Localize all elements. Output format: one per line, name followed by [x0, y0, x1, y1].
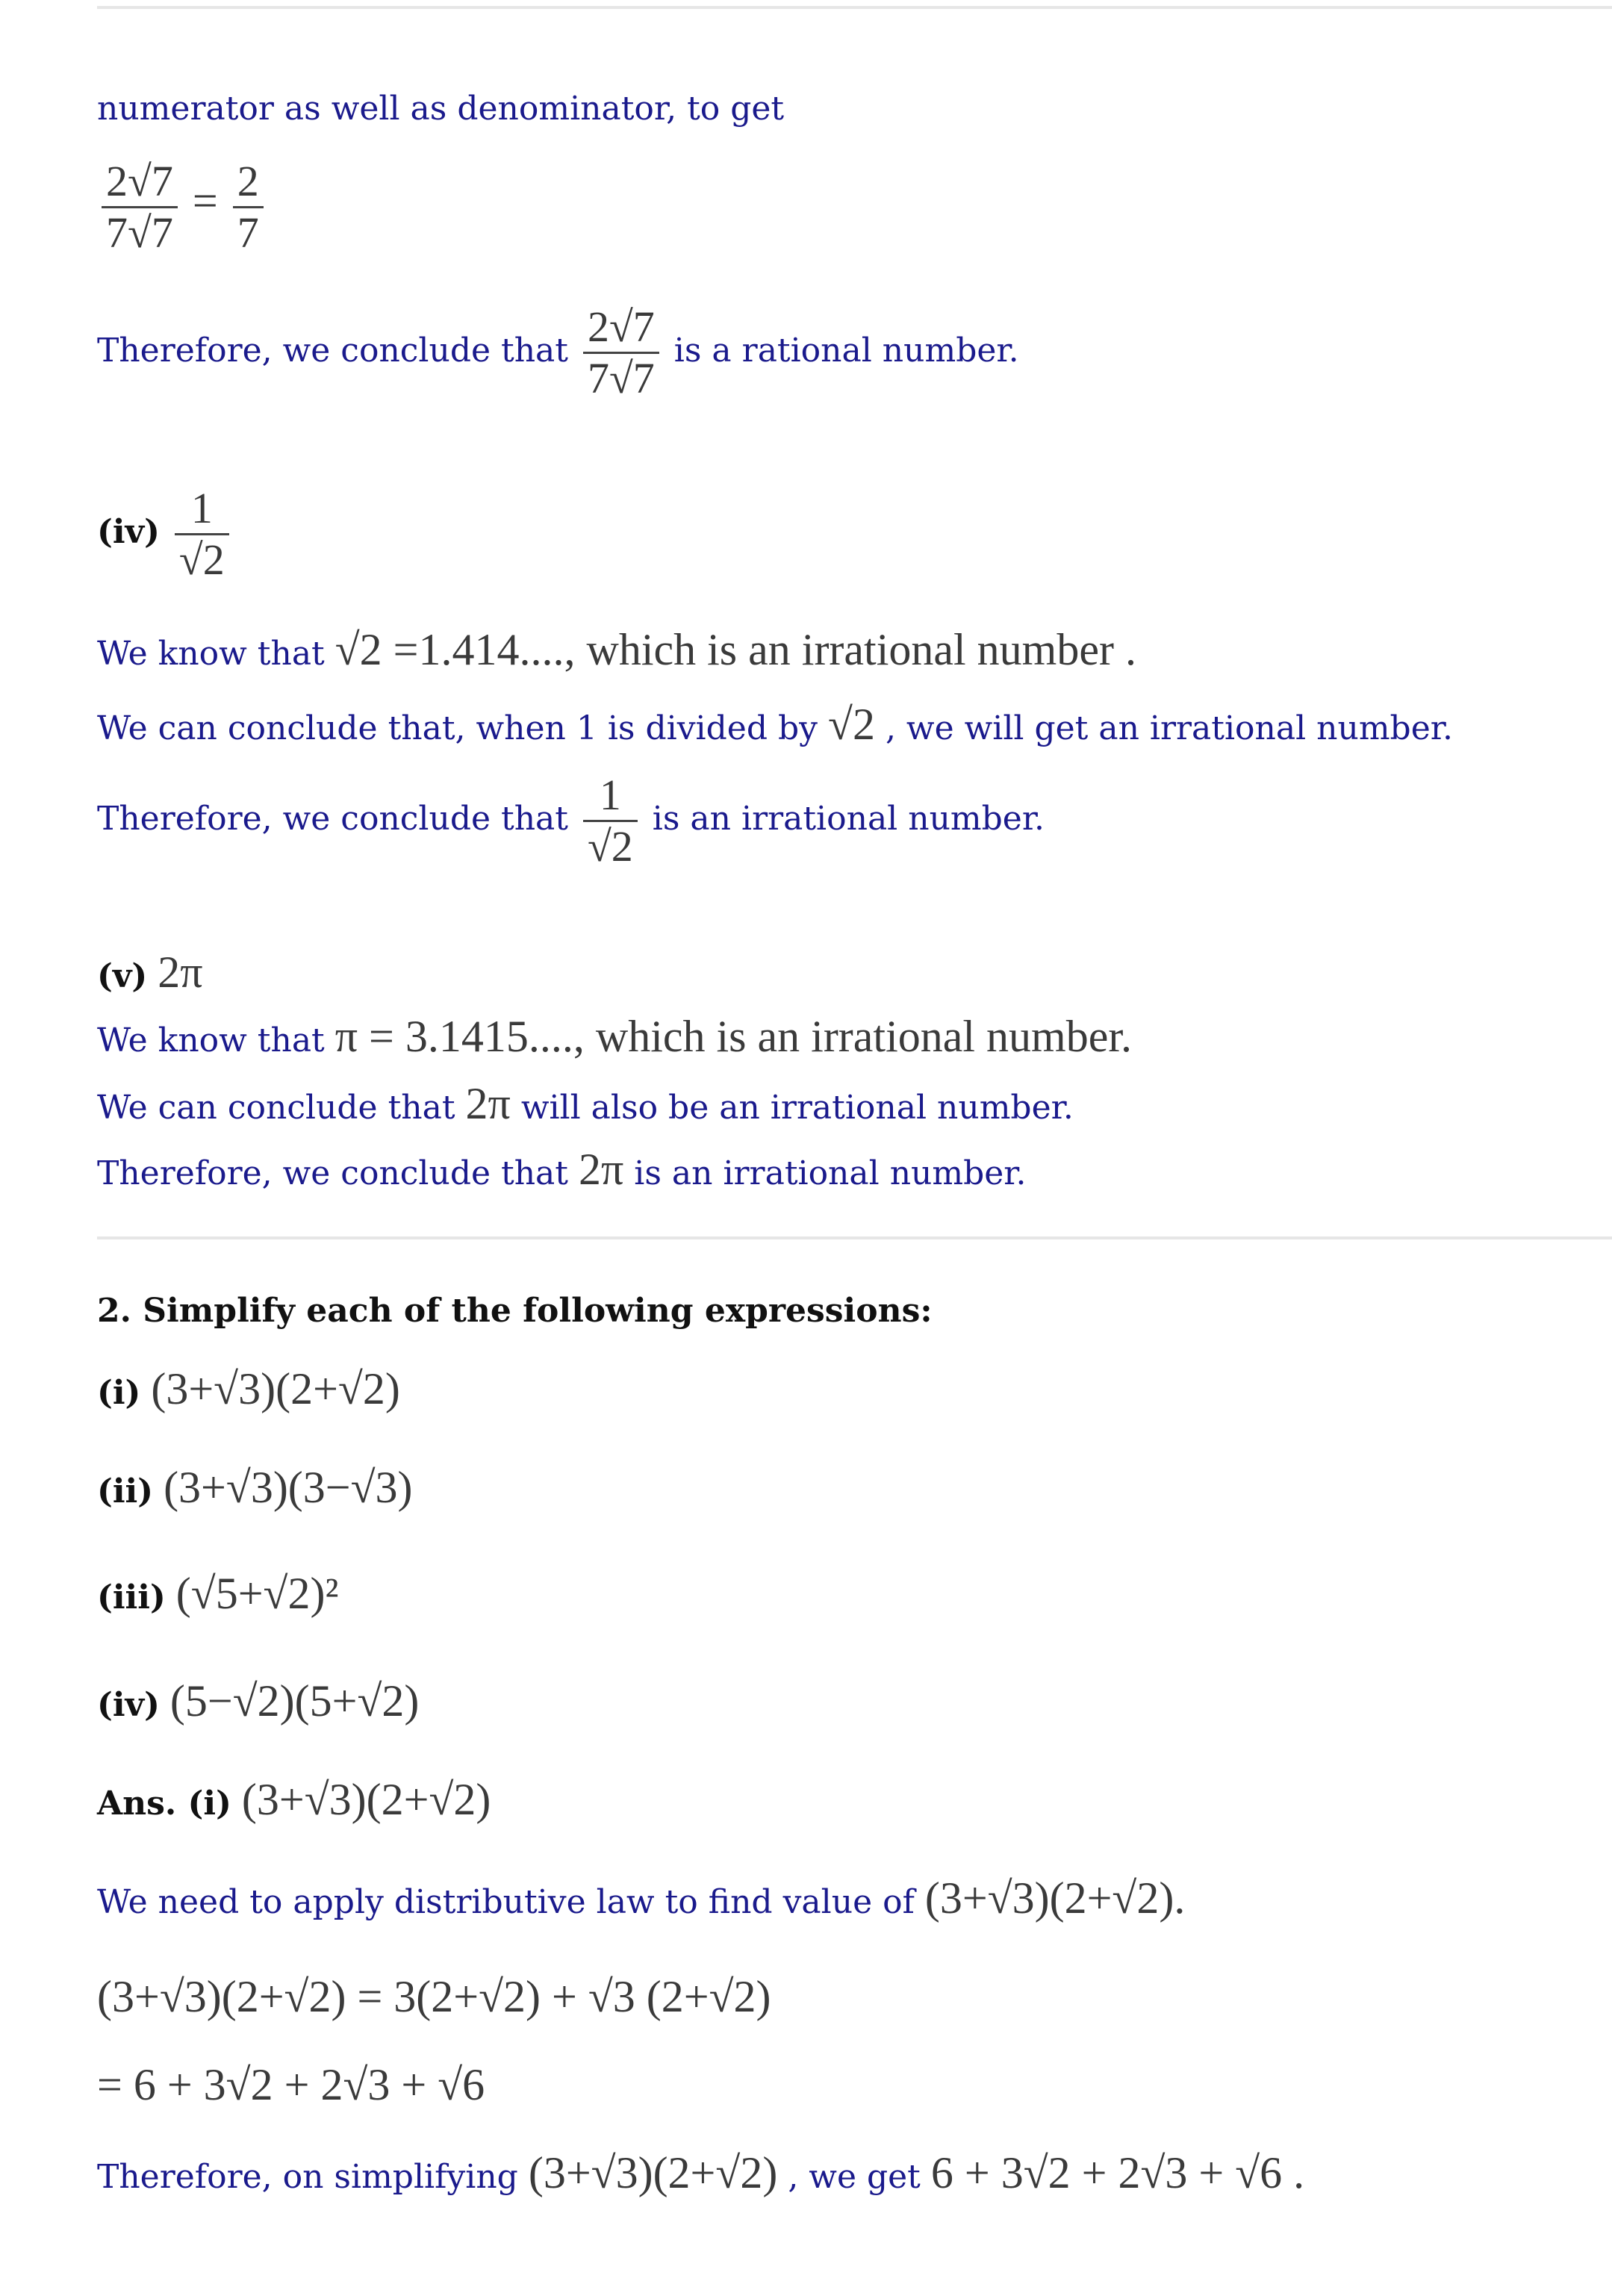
text: We know that: [97, 635, 325, 673]
fraction: [583, 302, 659, 403]
denominator: 7√7: [106, 208, 173, 257]
denominator: 7: [237, 208, 259, 257]
text-line: [97, 1147, 1026, 1196]
math-expression: 6 + 3√2 + 2√3 + √6 .: [930, 2148, 1305, 2197]
subpart-label: (v): [97, 957, 148, 995]
math-expression: (3+√3)(2+√2) = 3(2+√2) + √3 (2+√2): [97, 1972, 771, 2021]
question-item: [97, 1366, 400, 1416]
fraction: [175, 484, 229, 585]
equation-line: [97, 2062, 485, 2112]
question-heading: [97, 1289, 933, 1334]
subpart-heading: [97, 484, 234, 585]
text: numerator as well as denominator, to get: [97, 90, 785, 128]
text-line: [97, 2150, 1304, 2200]
text-line: [97, 771, 1045, 871]
numerator: 1: [599, 771, 621, 819]
math-expression: 2π: [158, 948, 203, 997]
question-item: [97, 1571, 338, 1620]
section-divider: [97, 1236, 1612, 1239]
math-expression: √2: [828, 700, 875, 749]
item-label: (iv): [97, 1686, 160, 1724]
math-expression: (√5+√2)²: [175, 1569, 339, 1618]
text: We need to apply distributive law to find value of: [97, 1883, 915, 1921]
text: , we get: [788, 2158, 921, 2196]
question-title: 2. Simplify each of the following expressions:: [97, 1292, 933, 1330]
answer-heading: [97, 1777, 491, 1826]
math-expression: (3+√3)(2+√2).: [924, 1873, 1186, 1923]
text: We know that: [97, 1021, 325, 1060]
text: Therefore, on simplifying: [97, 2158, 518, 2196]
text-line: [97, 1014, 1132, 1063]
subpart-label: (iv): [97, 513, 160, 551]
math-expression: (3+√3)(2+√2): [241, 1775, 491, 1824]
math-expression: π = 3.1415...., which is an irrational number.: [334, 1012, 1133, 1061]
answer-label: Ans. (i): [97, 1785, 231, 1823]
text-line: [97, 627, 1136, 676]
text-line: [97, 302, 1019, 403]
math-expression: (3+√3)(2+√2): [528, 2148, 778, 2197]
numerator: 1: [190, 484, 213, 532]
text: , we will get an irrational number.: [885, 709, 1453, 747]
text-line: [97, 87, 784, 131]
math-expression: (5−√2)(5+√2): [169, 1676, 420, 1726]
denominator: 7√7: [587, 354, 655, 402]
text: We can conclude that, when 1 is divided by: [97, 709, 818, 747]
question-item: [97, 1465, 413, 1514]
question-item: [97, 1676, 420, 1728]
math-expression: (3+√3)(3−√3): [164, 1463, 413, 1512]
denominator: √2: [587, 822, 633, 871]
numerator: 2√7: [587, 302, 655, 351]
text-line: [97, 1873, 1186, 1925]
text: is an irrational number.: [652, 800, 1045, 838]
text: Therefore, we conclude that: [97, 800, 568, 838]
numerator: 2√7: [106, 157, 173, 205]
math-expression: 2π: [578, 1145, 624, 1194]
text: is a rational number.: [673, 332, 1019, 370]
fraction: [102, 157, 178, 258]
text-line: [97, 702, 1453, 751]
math-expression: (3+√3)(2+√2): [151, 1364, 400, 1413]
item-label: (ii): [97, 1472, 154, 1511]
fraction: [233, 157, 264, 258]
equals-sign: =: [192, 176, 218, 225]
denominator: √2: [178, 535, 225, 584]
equation-line: [97, 157, 268, 258]
fraction: [583, 771, 638, 871]
text: Therefore, we conclude that: [97, 1154, 568, 1192]
top-divider: [97, 6, 1612, 9]
equation-line: [97, 1974, 771, 2023]
text: Therefore, we conclude that: [97, 332, 568, 370]
math-expression: = 6 + 3√2 + 2√3 + √6: [97, 2060, 485, 2109]
text: will also be an irrational number.: [520, 1089, 1074, 1127]
item-label: (i): [97, 1374, 141, 1412]
numerator: 2: [237, 157, 259, 205]
item-label: (iii): [97, 1578, 166, 1617]
math-expression: 2π: [465, 1079, 511, 1128]
text: We can conclude that: [97, 1089, 455, 1127]
subpart-heading: [97, 950, 203, 999]
math-expression: √2 =1.414...., which is an irrational number .: [334, 625, 1136, 674]
text: is an irrational number.: [634, 1154, 1027, 1192]
text-line: [97, 1081, 1074, 1130]
